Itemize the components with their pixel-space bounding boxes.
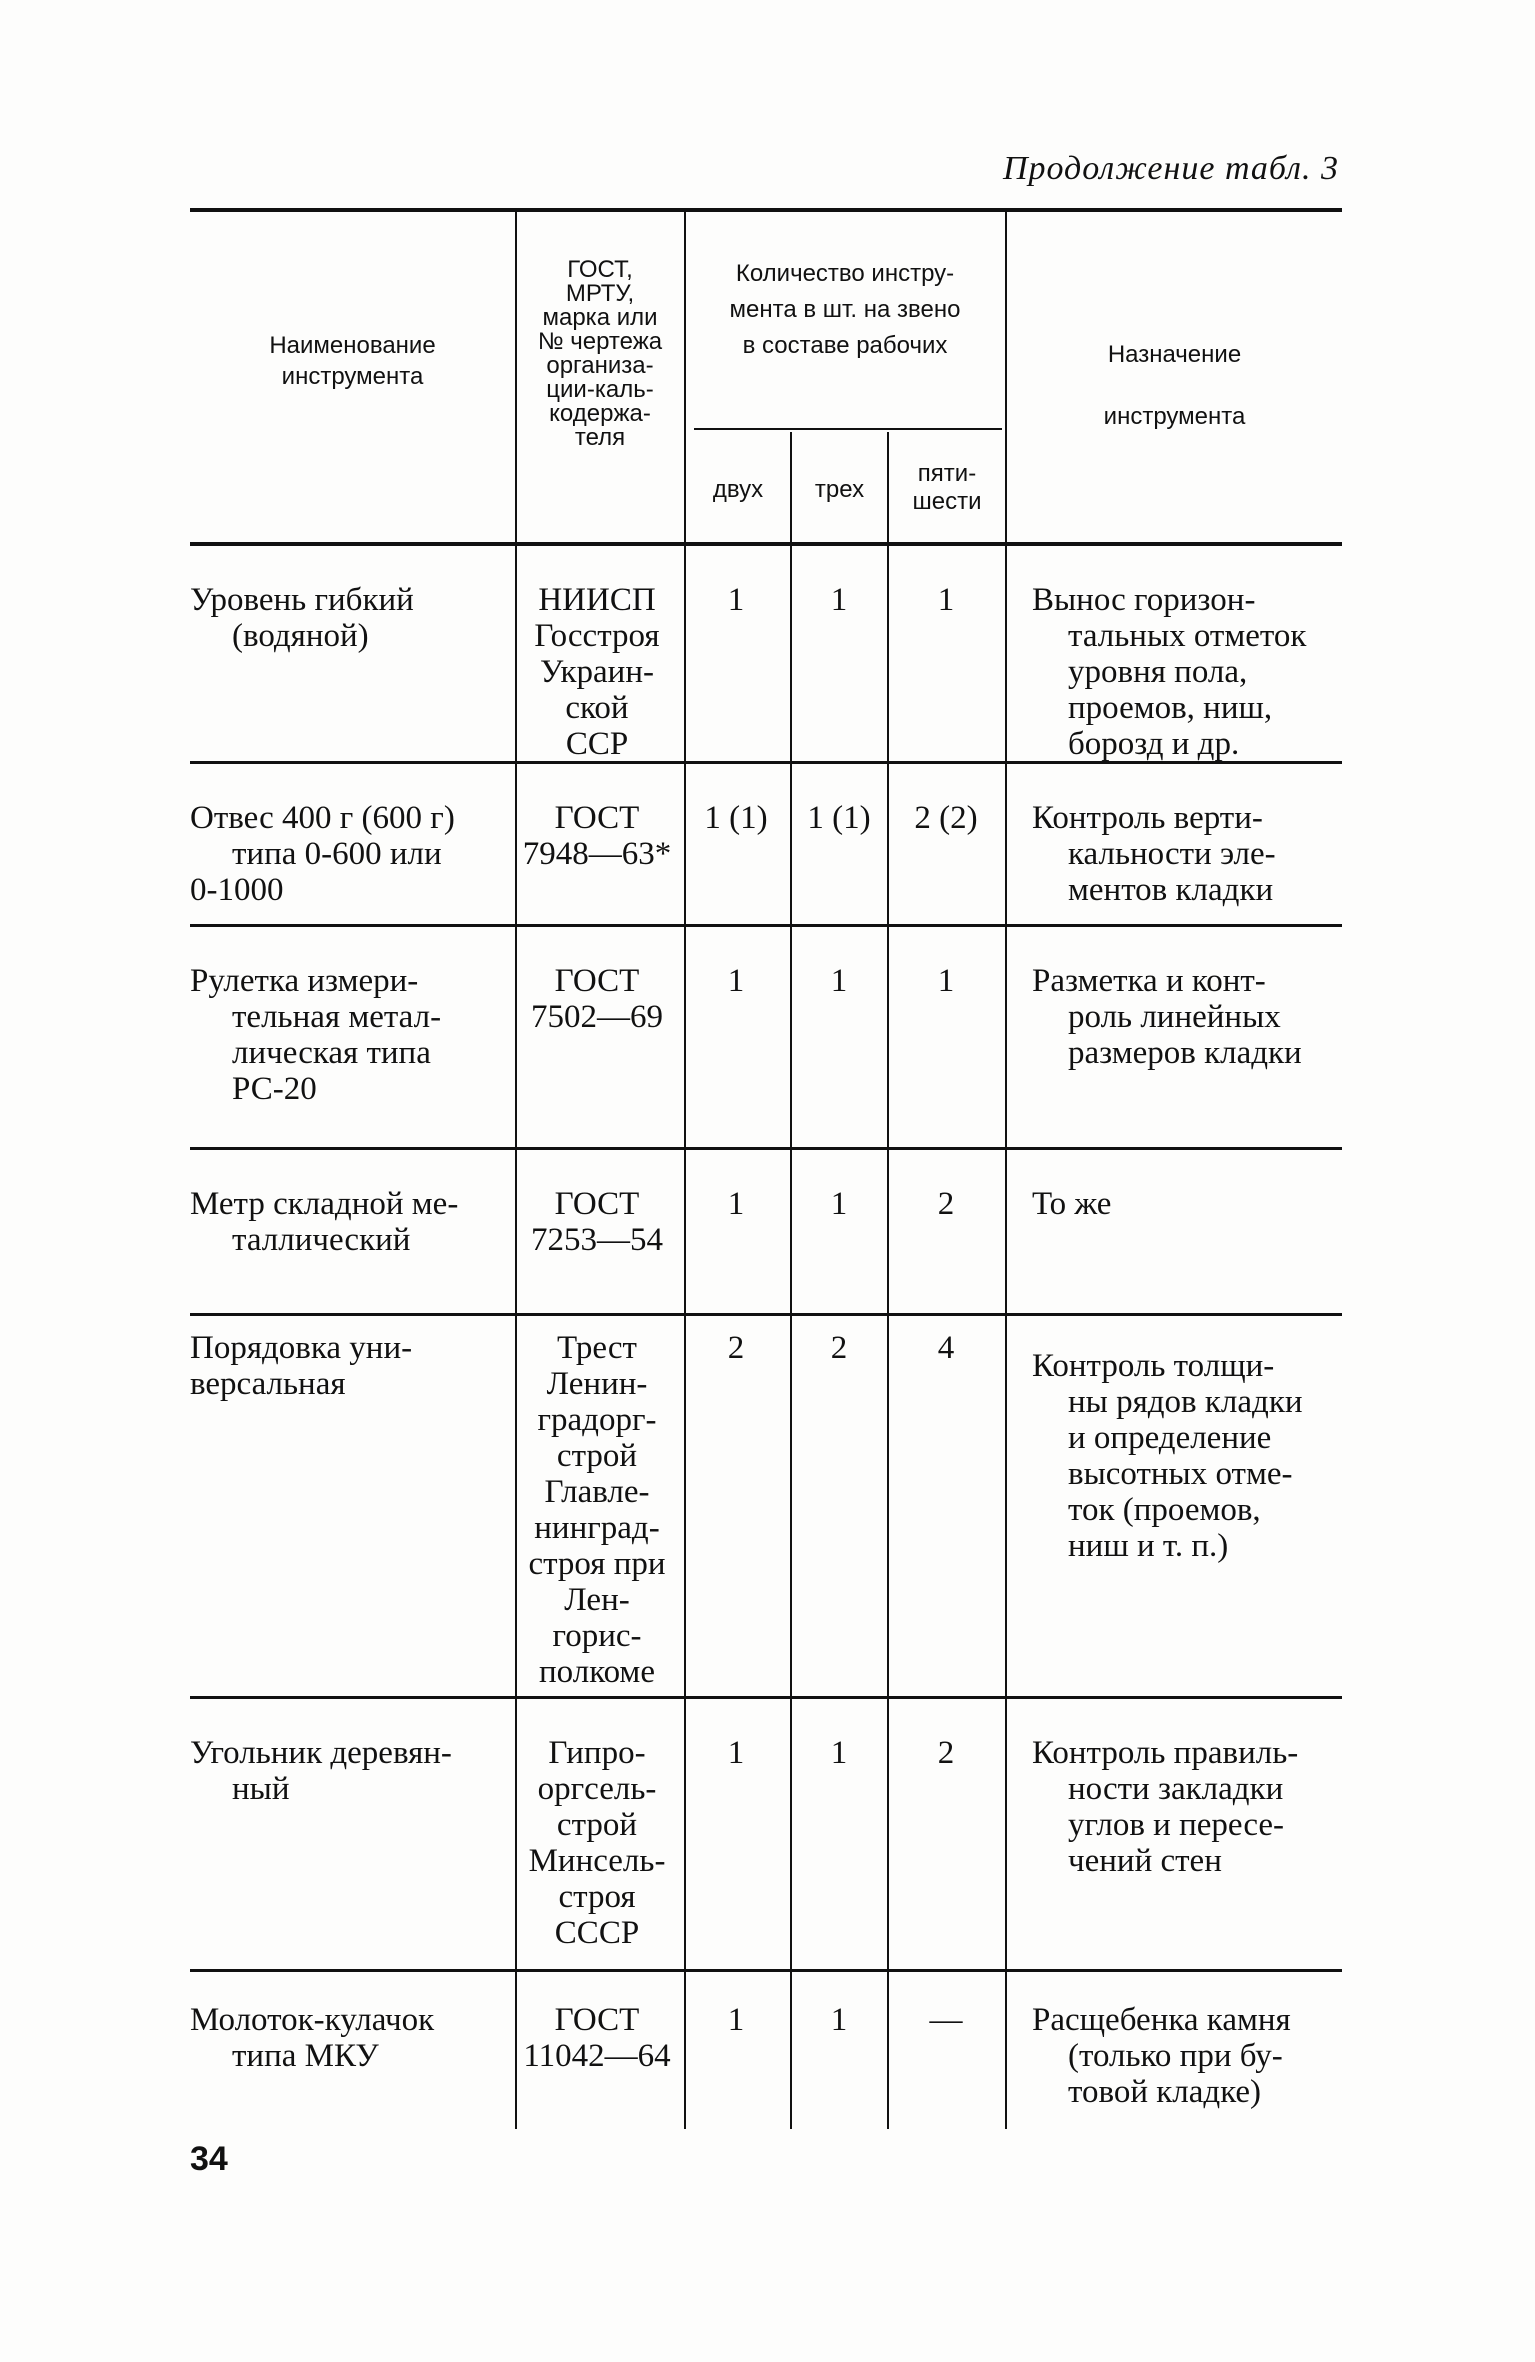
cell-q5: 2	[937, 1186, 955, 1222]
column-divider	[790, 1699, 792, 1969]
column-divider	[790, 1316, 792, 1696]
cell-gost: ГОСТ 11042—64	[523, 2002, 671, 2074]
column-divider	[887, 1972, 889, 2129]
column-divider	[887, 927, 889, 1147]
table-header	[190, 212, 1342, 542]
column-divider	[684, 764, 686, 924]
cell-q2: 1	[727, 963, 745, 999]
header-gost: ГОСТ, МРТУ, марка или № чертежа организа- ции-каль- кодержа- теля	[537, 256, 663, 451]
cell-purpose: Вынос горизон- тальных отметок уровня пола, проемов, ниш, борозд и др.	[1032, 582, 1307, 762]
column-divider	[684, 546, 686, 761]
cell-q3: 1	[830, 582, 848, 618]
column-divider	[1005, 546, 1007, 761]
table-continuation-caption: Продолжение табл. 3	[1002, 150, 1339, 187]
column-divider	[790, 927, 792, 1147]
column-divider	[1005, 1699, 1007, 1969]
cell-name: Отвес 400 г (600 г) типа 0-600 или 0-1000	[190, 800, 455, 908]
column-divider	[887, 1699, 889, 1969]
cell-q2: 1	[727, 2002, 745, 2038]
cell-name: Метр складной ме- таллический	[190, 1186, 459, 1258]
cell-q5: —	[929, 2002, 963, 2038]
column-divider	[887, 1316, 889, 1696]
cell-name: Рулетка измери- тельная метал- лическая типа РС-20	[190, 963, 442, 1107]
column-divider	[1005, 927, 1007, 1147]
column-divider	[684, 1699, 686, 1969]
cell-name: Угольник деревян- ный	[190, 1735, 452, 1807]
column-divider	[1005, 1316, 1007, 1696]
cell-q2: 1	[727, 582, 745, 618]
cell-purpose: То же	[1032, 1186, 1112, 1222]
column-divider	[790, 1150, 792, 1313]
cell-q2: 1	[727, 1186, 745, 1222]
cell-q2: 1 (1)	[704, 800, 768, 836]
cell-purpose: Расщебенка камня (только при бу- товой кладке)	[1032, 2002, 1291, 2110]
cell-q3: 1	[830, 2002, 848, 2038]
column-divider	[790, 764, 792, 924]
column-divider	[887, 1150, 889, 1313]
cell-q2: 2	[727, 1330, 745, 1366]
cell-q5: 4	[937, 1330, 955, 1366]
cell-gost: Гипро- оргсель- строй Минсель- строя СССР	[528, 1735, 666, 1951]
cell-q3: 1	[830, 963, 848, 999]
column-divider	[790, 546, 792, 761]
column-divider	[684, 1316, 686, 1696]
column-divider	[1005, 1150, 1007, 1313]
cell-q5: 2 (2)	[914, 800, 978, 836]
cell-gost: ГОСТ 7502—69	[531, 963, 663, 1035]
table-row	[190, 546, 1342, 761]
header-subrule	[694, 428, 1002, 430]
column-divider	[684, 927, 686, 1147]
cell-purpose: Контроль верти- кальности эле- ментов кладки	[1032, 800, 1276, 908]
column-divider	[1005, 764, 1007, 924]
instrument-table	[190, 208, 1342, 2129]
column-divider	[1005, 1972, 1007, 2129]
cell-q2: 1	[727, 1735, 745, 1771]
table-row	[190, 1972, 1342, 2129]
column-divider	[684, 1150, 686, 1313]
table-row	[190, 764, 1342, 924]
cell-purpose: Разметка и конт- роль линейных размеров кладки	[1032, 963, 1302, 1071]
cell-q3: 1	[830, 1186, 848, 1222]
column-divider	[684, 1972, 686, 2129]
cell-q3: 1	[830, 1735, 848, 1771]
table-row	[190, 1316, 1342, 1696]
cell-gost: ГОСТ 7253—54	[531, 1186, 663, 1258]
cell-q5: 1	[937, 582, 955, 618]
cell-name: Порядовка уни- версальная	[190, 1330, 413, 1402]
cell-purpose: Контроль толщи- ны рядов кладки и определение высотных отме- ток (проемов, ниш и т. п.)	[1032, 1348, 1303, 1564]
column-divider	[887, 764, 889, 924]
cell-q3: 1 (1)	[807, 800, 871, 836]
table-row	[190, 1699, 1342, 1969]
table-row	[190, 1150, 1342, 1313]
table-row	[190, 927, 1342, 1147]
cell-gost: НИИСП Госстроя Украин- ской ССР	[534, 582, 660, 762]
cell-purpose: Контроль правиль- ности закладки углов и пересе- чений стен	[1032, 1735, 1299, 1879]
header-name: Наименование инструмента	[269, 332, 436, 390]
cell-gost: ГОСТ 7948—63*	[522, 800, 672, 872]
column-divider	[887, 546, 889, 761]
header-purpose: Назначение инструмента	[1103, 341, 1246, 430]
header-q3: трех	[814, 476, 865, 503]
header-q5: пяти- шести	[912, 460, 982, 515]
header-quantity: Количество инстру- мента в шт. на звено в составе рабочих	[729, 260, 961, 359]
cell-gost: Трест Ленин- градорг- строй Главле- нинград- строя при Лен- горис- полкоме	[528, 1330, 666, 1690]
cell-name: Молоток-кулачок типа МКУ	[190, 2002, 435, 2074]
column-divider	[790, 1972, 792, 2129]
cell-q3: 2	[830, 1330, 848, 1366]
column-divider	[515, 927, 517, 1147]
cell-q5: 1	[937, 963, 955, 999]
cell-name: Уровень гибкий (водяной)	[190, 582, 414, 654]
header-q2: двух	[712, 476, 764, 503]
cell-q5: 2	[937, 1735, 955, 1771]
page-number: 34	[190, 2140, 228, 2178]
